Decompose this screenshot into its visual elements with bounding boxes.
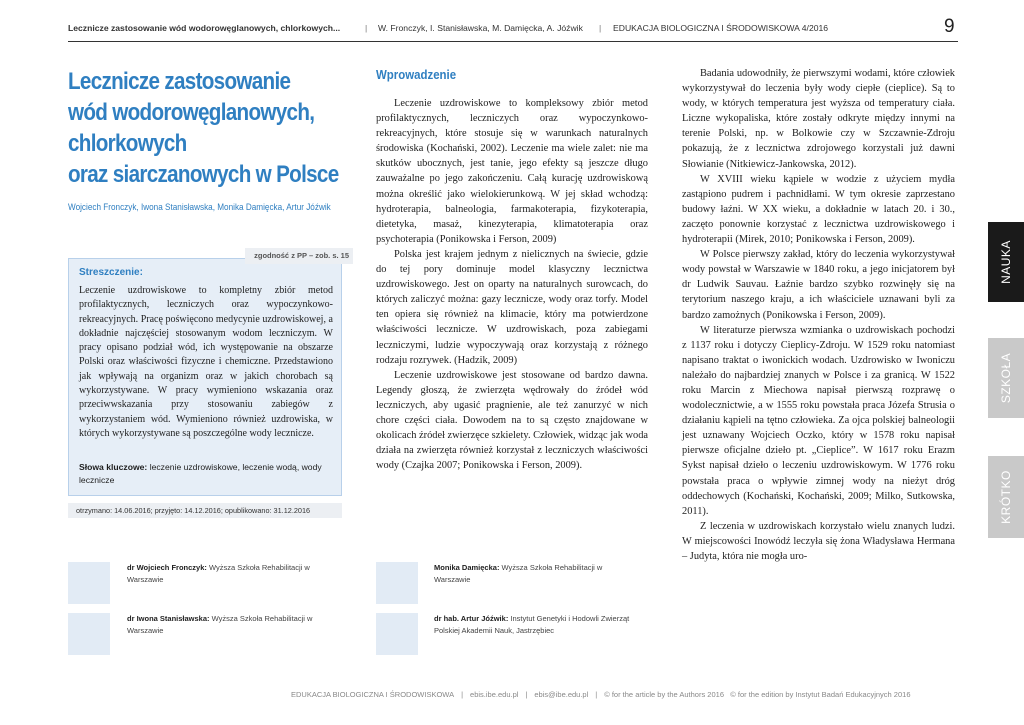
tab-label: NAUKA [999, 240, 1013, 284]
header-article-title: Lecznicze zastosowanie wód wodorowęglanowych, chlorkowych... [68, 23, 341, 33]
header-separator: | [365, 23, 368, 33]
header-divider [68, 41, 958, 42]
abstract-text: Leczenie uzdrowiskowe to kompletny zbiór metod profilaktycznych, leczniczych oraz wypoczynkowo-rekreacyjnych. Pracę poświęcono medycynie uzdrowiskowej, a dokładnie najczęściej stosowanym wodom leczniczym. W pracy opisano podział wód, ich występowanie na obszarze Polski oraz właściwości fizyczne i chemiczne. Przedstawiono jak wpływają na organizm oraz w jakich chorobach są wykorzystywane. W pracy wymieniono wskazania oraz przeciwwskazania przy stosowaniu zabiegów z wykorzystaniem wód. Wymieniono również uzdrowiska, w których wykorzystywane są poszczególne wody lecznicze. [79, 285, 333, 439]
running-header [68, 16, 958, 42]
keywords-list: leczenie uzdrowiskowe, leczenie wodą, wody lecznicze [79, 462, 322, 485]
tab-label: KRÓTKO [999, 470, 1014, 524]
author-affiliation [434, 613, 634, 636]
paragraph: Leczenie uzdrowiskowe to kompleksowy zbiór metod profilaktycznych, leczniczych oraz wypoczynkowo-rekreacyjnych, które stosuje się w warunkach naturalnych środowiska (Kochański, 2002). Leczenie ma wiele zalet: nie ma skutków ubocznych, jest tanie, jego efekty są jeszcze długo zauważalne po jego zakończeniu. Całą kurację uzdrowiskową można określić jako wielokierunkową. W jej skład wchodzą: hydroterapia, balneologia, farmakoterapia, fizykoterapia, dietetyka, masaż, kinezyterapia, klimatoterapia oraz psychoterapia (Ponikowska i Ferson, 2009) [376, 98, 648, 245]
curriculum-compliance-badge: zgodność z PP – zob. s. 15 [245, 248, 353, 264]
author-institution: Instytut Genetyki i Hodowli Zwierząt Polskiej Akademii Nauk, Jastrzębiec [434, 614, 630, 635]
title-line: Lecznicze zastosowanie [68, 68, 291, 95]
paragraph: Polska jest krajem jednym z nielicznych na świecie, gdzie do tej pory dominuje model klasyczny lecznictwa uzdrowiskowego. Jest on oparty na naturalnych surowcach, do których zaliczyć można: gazy lecznicze, wody oraz torfy. Model ten opiera się również na klimacie, który ma potwierdzone właściwości lecznicze. W uzdrowiskach, poza zabiegami leczniczymi, ludzie wypoczywają oraz korzystają z różnego rodzaju rozrywek. (Hadzik, 2009) [376, 248, 648, 366]
paragraph: W literaturze pierwsza wzmianka o uzdrowiskach pochodzi z 1137 roku i dotyczy Cieplicy-Zdroju. W 1529 roku natomiast napisano traktat o iwonickich wodach. Uzdrowisko w Iwoniczu należało do najbardziej znanych w Polsce i za granicą. W 1522 roku Marcin z Miechowa napisał pierwszą rozprawę o wodolecznictwie, a w 1555 roku powstała praca Józefa Strusia o działaniu kąpieli na tętno człowieka. Za ojca polskiej balneologii jest uznawany Wojciech Oczko, który w 1578 roku napisał pierwsze oficjalne dzieło pt. „Cieplice”. W 1617 roku Erazm Sykst napisał dzieło o leczeniu uzdrowiskowym. W 1776 roku powstała praca o wpływie zimnej wody na nieżyt dróg oddechowych (Kochański, Kochański, 2009; Milko, Sutkowska, 2011). [682, 324, 955, 517]
author-affiliation [434, 562, 634, 585]
author-institution: Wyższa Szkoła Rehabilitacji w Warszawie [434, 563, 603, 584]
tab-szkola[interactable] [988, 338, 1024, 418]
tab-krotko[interactable] [988, 456, 1024, 538]
footer-copyright-authors: © for the article by the Authors 2016 [604, 690, 724, 699]
author-affiliation [127, 562, 327, 585]
author-photo-placeholder [68, 613, 110, 655]
footer-site-link[interactable]: ebis.ibe.edu.pl [470, 690, 519, 699]
page-footer [291, 690, 911, 699]
section-heading: Wprowadzenie [376, 67, 457, 82]
tab-nauka[interactable] [988, 222, 1024, 302]
abstract-heading: Streszczenie: [79, 267, 143, 278]
keywords-label: Słowa kluczowe: [79, 462, 148, 472]
paragraph: Badania udowodniły, że pierwszymi wodami, które człowiek wykorzystywał do leczenia były wody ciepłe (cieplice). Są to wody, w których temperatura jest wyższa od temperatury ciała. Liczne wykopaliska, które zostały odkryte między innymi na terenie Polski, np. w Bolkowie czy w Szczawnie-Zdroju pokazują, że z lecznictwa zdrojowego korzystali już dawni Słowianie (Nitkiewicz-Jankowska, 2012). [682, 68, 955, 170]
footer-email-link[interactable]: ebis@ibe.edu.pl [534, 690, 589, 699]
header-authors: W. Fronczyk, I. Stanisławska, M. Damięcka, A. Jóźwik [378, 23, 583, 33]
publication-dates: otrzymano: 14.06.2016; przyjęto: 14.12.2016; opublikowano: 31.12.2016 [68, 503, 342, 518]
author-photo-placeholder [376, 613, 418, 655]
body-column-middle [376, 96, 648, 473]
paragraph: W Polsce pierwszy zakład, który do leczenia wykorzystywał wody powstał w Warszawie w 1840 roku, a jego inicjatorem był dr Ludwik Sauvau. Łaźnie bardzo szybko rozwinęły się na terytorium naszego kraju, a ich właściciele uznawani byli za bardzo zamożnych (Ponikowska i Ferson, 2009). [682, 249, 955, 321]
footer-journal: EDUKACJA BIOLOGICZNA I ŚRODOWISKOWA [291, 690, 455, 699]
author-photo-placeholder [68, 562, 110, 604]
author-photo-placeholder [376, 562, 418, 604]
author-name: dr hab. Artur Jóźwik: [434, 614, 509, 623]
title-line: chlorkowych [68, 130, 187, 157]
title-line: wód wodorowęglanowych, [68, 99, 315, 126]
footer-separator: | [525, 690, 528, 699]
article-authors: Wojciech Fronczyk, Iwona Stanisławska, Monika Damięcka, Artur Jóźwik [68, 202, 331, 213]
page-number: 9 [944, 16, 955, 37]
body-column-right [682, 66, 955, 564]
title-line: oraz siarczanowych w Polsce [68, 161, 339, 188]
tab-label: SZKOŁA [999, 352, 1014, 404]
author-affiliation [127, 613, 327, 636]
footer-separator: | [461, 690, 464, 699]
paragraph: Z leczenia w uzdrowiskach korzystało wielu znanych ludzi. W miejscowości Inowódź leczyła się żona Władysława Hermana – Judyta, która nie mogła uro- [682, 520, 955, 562]
author-institution: Wyższa Szkoła Rehabilitacji w Warszawie [127, 563, 310, 584]
footer-separator: | [595, 690, 598, 699]
paragraph: W XVIII wieku kąpiele w wodzie z użyciem mydła zastąpiono pudrem i pachnidłami. W tym okresie zaprzestano budowy łaźni. W XX wieku, a dokładnie w latach 20. i 30., zaczęto ponownie korzystać z lecznictwa uzdrowiskowego i hydroterapii (Mirek, 2010; Ponikowska i Ferson, 2009). [682, 173, 955, 246]
footer-copyright-edition: © for the edition by Instytut Badań Edukacyjnych 2016 [730, 690, 911, 699]
paragraph: Leczenie uzdrowiskowe jest stosowane od bardzo dawna. Legendy głoszą, że zwierzęta wędrowały do źródeł wód leczniczych, aby ugasić pragnienie, ale też zanurzyć w nich chore części ciała. Dowodem na to są często znajdowane w okolicach źródeł zwierzęce szkielety. Człowiek, widząc jak woda działa na zwierzęta również korzystał z leczniczych właściwości wody (Czajka 2007; Ponikowska i Ferson, 2009). [376, 369, 648, 472]
author-name: dr Wojciech Fronczyk: [127, 563, 207, 572]
header-journal: EDUKACJA BIOLOGICZNA I ŚRODOWISKOWA 4/2016 [613, 23, 829, 33]
author-name: Monika Damięcka: [434, 563, 500, 572]
keywords [79, 461, 333, 487]
article-title [68, 66, 339, 190]
author-institution: Wyższa Szkoła Rehabilitacji w Warszawie [127, 614, 313, 635]
author-name: dr Iwona Stanisławska: [127, 614, 210, 623]
header-separator: | [599, 23, 602, 33]
abstract-box [68, 258, 342, 496]
